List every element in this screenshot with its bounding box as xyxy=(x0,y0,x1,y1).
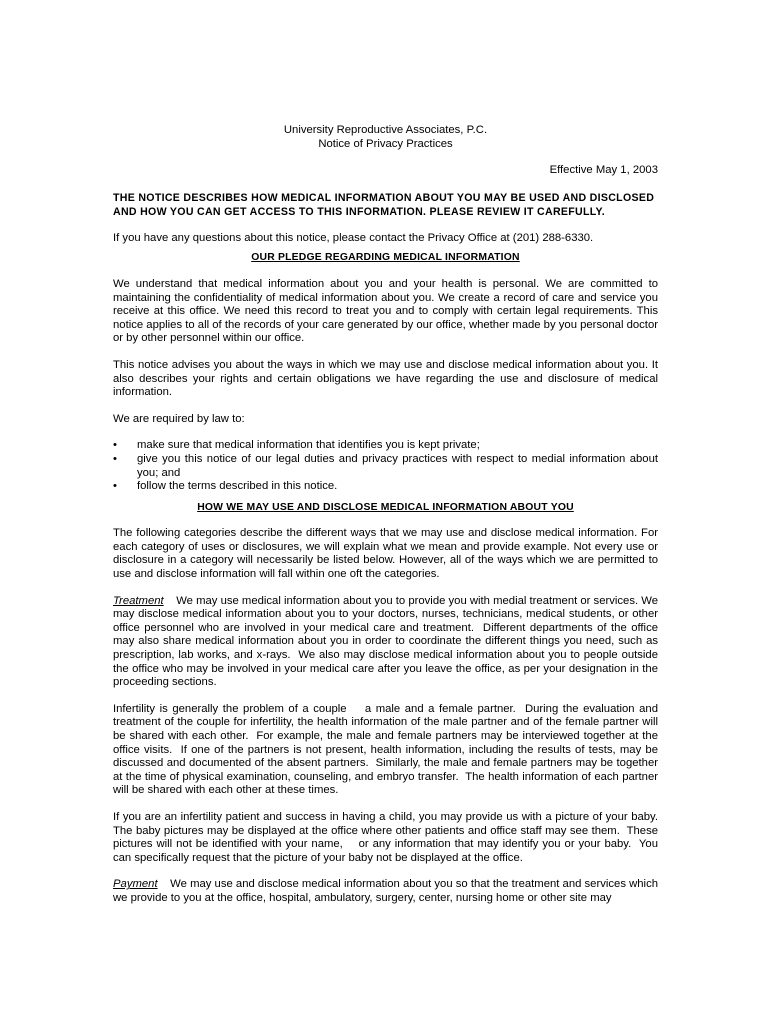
bullet-icon: • xyxy=(113,439,117,452)
treatment-term: Treatment xyxy=(113,594,164,607)
bullet-icon: • xyxy=(113,452,117,465)
org-name: University Reproductive Associates, P.C. xyxy=(283,124,488,136)
pledge-paragraph-3: We are required by law to: xyxy=(113,412,245,425)
document-body xyxy=(113,124,665,906)
effective-date: Effective May 1, 2003 xyxy=(549,164,658,177)
list-item: • make sure that medical information that identifies you is kept private; xyxy=(113,439,480,452)
pledge-heading: OUR PLEDGE REGARDING MEDICAL INFORMATION xyxy=(251,252,520,264)
bullet-icon: • xyxy=(113,480,117,493)
requirements-list xyxy=(113,439,658,493)
infertility-paragraph: Infertility is generally the problem of a couple a male and a female partner. During the evaluation and treatment of the couple for infertility, the health information of the male partner and of the female partner will be shared with each other. For example, the male and female partners may be interviewed together at the office visits. If one of the partners is not present, health information, including the results of tests, may be discussed and documented of the absent partners. Similarly, the male and female partners may be together at the time of physical examination, counseling, and embryo transfer. The health information of each partner will be shared with each other at these times. xyxy=(113,702,662,797)
treatment-paragraph: Treatment We may use medical information about you to provide you with medial treatment or services. We may disclose medical information about you to your doctors, nurses, technicians, medical students, or other office personnel who are involved in your medical care and treatment. Different departments of the office may also share medical information about you in order to coordinate the different things you need, such as prescription, lab works, and x-rays. We also may disclose medical information about you to people outside the office who may be involved in your medical care after you leave the office, as per your designation in the proceeding sections. xyxy=(113,594,662,689)
notice-heading: THE NOTICE DESCRIBES HOW MEDICAL INFORMATION ABOUT YOU MAY BE USED AND DISCLOSED AND HOW YOU CAN GET ACCESS TO THIS INFORMATION. PLEASE REVIEW IT CAREFULLY. xyxy=(113,191,655,218)
uses-intro-paragraph: The following categories describe the different ways that we may use and disclose medical information. For each category of uses or disclosures, we will explain what we mean and provide example. Not every use or disclosure in a category will necessarily be listed below. However, all of the ways which we are permitted to use and disclose information will fall within one oft the categories. xyxy=(113,527,658,581)
uses-heading: HOW WE MAY USE AND DISCLOSE MEDICAL INFORMATION ABOUT YOU xyxy=(197,501,574,513)
document-title: Notice of Privacy Practices xyxy=(318,137,453,150)
pledge-paragraph-1: We understand that medical information about you and your health is personal. We are committed to maintaining the confidentiality of medical information about you. We create a record of care and service you receive at this office. We need this record to treat you and to comply with certain legal requirements. This notice applies to all of the records of your care generated by our office, whether made by you personal doctor or by other personnel within our office. xyxy=(113,277,658,345)
list-item: • give you this notice of our legal duties and privacy practices with respect to medial information about you; and xyxy=(113,452,658,479)
list-item: • follow the terms described in this notice. xyxy=(113,480,338,493)
payment-paragraph: Payment We may use and disclose medical information about you so that the treatment and services which we provide to you at the office, hospital, ambulatory, surgery, center, nursing home or other site may xyxy=(113,878,662,904)
pledge-paragraph-2: This notice advises you about the ways in which we may use and disclose medical information about you. It also describes your rights and certain obligations we have regarding the use and disclosure of medical information. xyxy=(113,358,658,399)
payment-term: Payment xyxy=(113,878,158,891)
contact-paragraph: If you have any questions about this notice, please contact the Privacy Office at (201) 288-6330. xyxy=(113,231,594,244)
baby-picture-paragraph: If you are an infertility patient and success in having a child, you may provide us with a picture of your baby. The baby pictures may be displayed at the office where other patients and office staff may see them. These pictures will not be identified with your name, or any information that may identify you or your baby. You can specifically request that the picture of your baby not be displayed at the office. xyxy=(113,810,665,864)
